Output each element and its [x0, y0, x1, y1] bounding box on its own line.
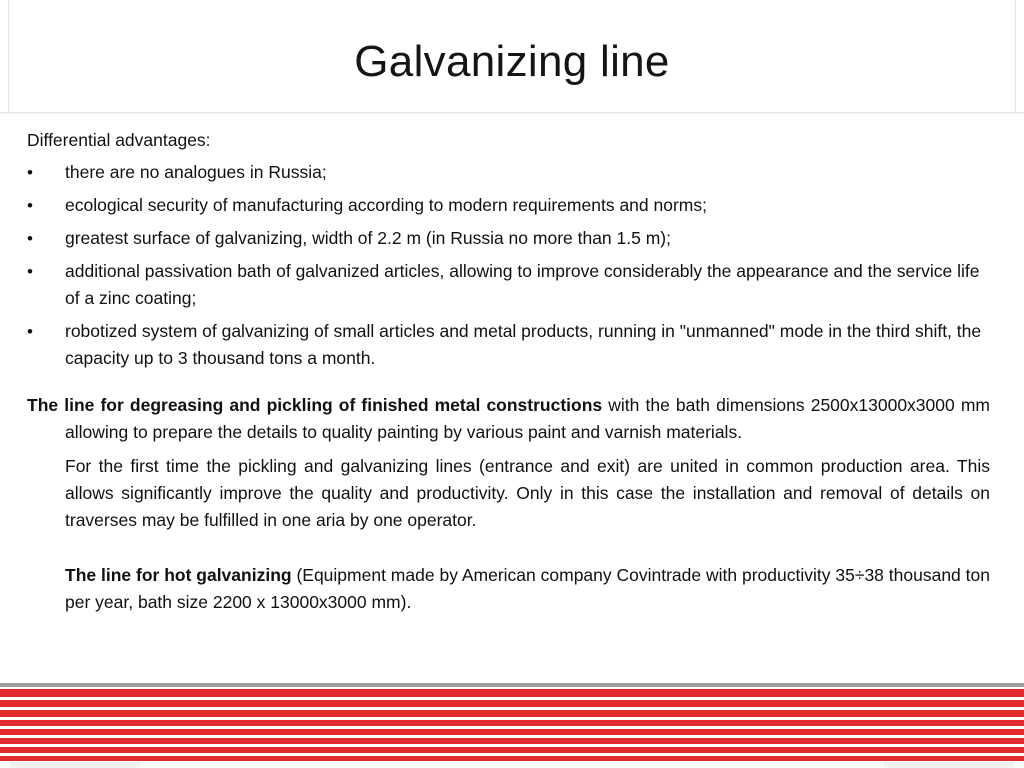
list-item: [27, 318, 990, 372]
degreasing-lead: The line for degreasing and pickling of finished metal constructions: [27, 395, 603, 415]
bullet-icon: •: [27, 196, 33, 215]
footer-red-stripe: [0, 729, 1024, 735]
list-item-text: additional passivation bath of galvanized articles, allowing to improve considerably the appearance and the service life of a zinc coating;: [65, 261, 980, 308]
bullet-icon: •: [27, 322, 33, 341]
footer-stripes: [0, 683, 1024, 768]
bullet-icon: •: [27, 262, 33, 281]
footer-red-stripe: [0, 738, 1024, 744]
slide-content: [27, 127, 990, 616]
hot-galvanizing-lead: The line for hot galvanizing: [65, 565, 292, 585]
bullet-icon: •: [27, 229, 33, 248]
footer-red-stripe: [0, 747, 1024, 753]
title-area: [0, 0, 1024, 113]
degreasing-text: with the bath dimensions 2500x13000x3000 mm allowing to prepare the details to quality painting by various paint and varnish materials.: [65, 395, 990, 442]
title-right-rule: [1015, 0, 1016, 112]
footer-red-stripe: [0, 700, 1024, 707]
united-lines-text: For the first time the pickling and galvanizing lines (entrance and exit) are united in common production area. This allows significantly improve the quality and productivity. Only in this case the installation and removal of details on traverses may be fulfilled in one aria by one operator.: [65, 456, 990, 530]
list-item: [27, 159, 990, 186]
advantages-intro: Differential advantages:: [27, 130, 211, 150]
slide-title: Galvanizing line: [354, 37, 670, 86]
bullet-icon: •: [27, 163, 33, 182]
advantages-list: [27, 159, 990, 372]
list-item: [27, 225, 990, 252]
footer-red-stripe: [0, 710, 1024, 717]
list-item-text: there are no analogues in Russia;: [65, 162, 327, 182]
degreasing-paragraph: [27, 392, 990, 446]
list-item: [27, 192, 990, 219]
hot-galvanizing-paragraph: [27, 562, 990, 616]
list-item: [27, 258, 990, 312]
footer-red-stripe: [0, 689, 1024, 697]
footer-grey-line: [0, 683, 1024, 687]
list-item-text: robotized system of galvanizing of small articles and metal products, running in "unmanned" mode in the third shift, the capacity up to 3 thousand tons a month.: [65, 321, 982, 368]
list-item-text: ecological security of manufacturing according to modern requirements and norms;: [65, 195, 707, 215]
footer-corner-mark-right: [884, 762, 1014, 768]
hot-galvanizing-text: (Equipment made by American company Covintrade with productivity 35÷38 thousand ton per year, bath size 2200 x 13000x3000 mm).: [65, 565, 990, 612]
list-item-text: greatest surface of galvanizing, width of 2.2 m (in Russia no more than 1.5 m);: [65, 228, 671, 248]
united-lines-paragraph: [27, 453, 990, 534]
footer-corner-mark-left: [10, 762, 140, 768]
footer-red-stripe: [0, 756, 1024, 761]
footer-red-stripe: [0, 720, 1024, 726]
